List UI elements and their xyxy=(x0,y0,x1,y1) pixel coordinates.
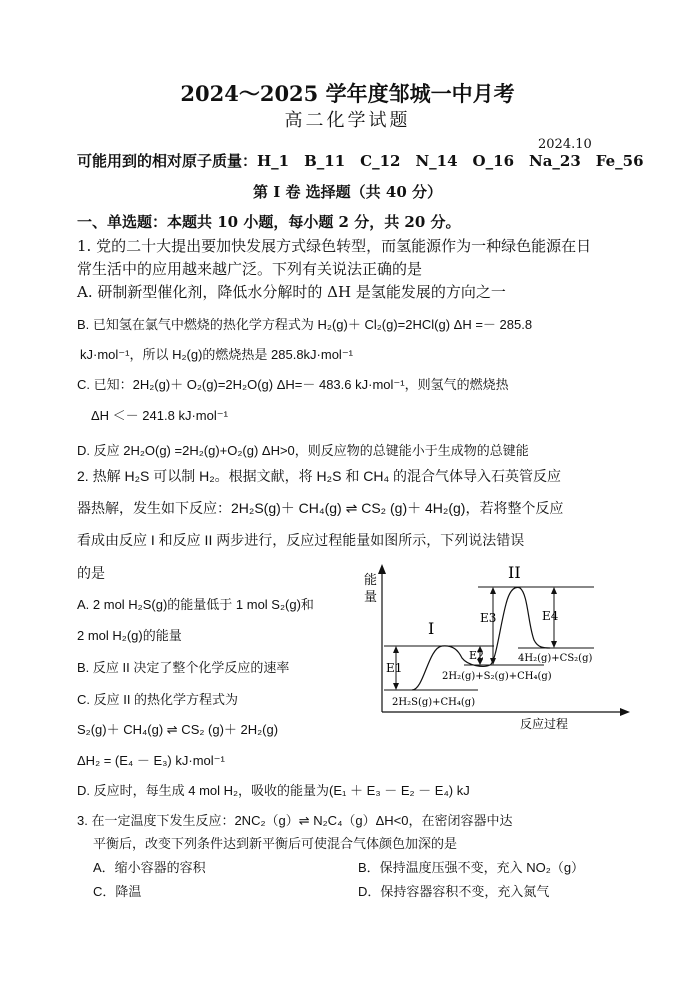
q3-stem-line1: 3. 在一定温度下发生反应：2NC₂（g）⇌ N₂C₄（g）ΔH<0，在密闭容器中达 xyxy=(77,813,513,828)
q1-option-a: A. 研制新型催化剂，降低水分解时的 ΔH 是氢能发展的方向之一 xyxy=(77,283,506,301)
atomic-masses: 可能用到的相对原子质量：H_1 B_11 C_12 N_14 O_16 Na_23 Fe_56 xyxy=(77,152,644,170)
section-title: 第 I 卷 选择题（共 40 分） xyxy=(252,183,442,201)
q2-option-a-line2: 2 mol H₂(g)的能量 xyxy=(77,628,182,643)
q1-option-b-line2: kJ·mol⁻¹，所以 H₂(g)的燃烧热是 285.8kJ·mol⁻¹ xyxy=(80,347,354,362)
x-axis-label: 反应过程 xyxy=(520,717,569,731)
q3-option-b: B．保持温度压强不变，充入 NO₂（g） xyxy=(358,860,585,875)
q2-stem-line1: 2. 热解 H₂S 可以制 H₂。根据文献，将 H₂S 和 CH₄ 的混合气体导入石英管反应 xyxy=(77,468,562,484)
q1-option-d: D. 反应 2H₂O(g) =2H₂(g)+O₂(g) ΔH>0，则反应物的总键能小于生成物的总键能 xyxy=(77,443,529,458)
energy-diagram xyxy=(358,562,630,738)
exam-subtitle: 高二化学试题 xyxy=(284,110,411,131)
x-axis-arrow xyxy=(620,708,630,716)
e2-label: E2 xyxy=(469,649,485,662)
q2-option-b: B. 反应 II 决定了整个化学反应的速率 xyxy=(77,660,290,675)
reaction-II-label: II xyxy=(508,563,521,582)
q2-option-c-line1: C. 反应 II 的热化学方程式为 xyxy=(77,692,239,707)
q3-option-d: D．保持容器容积不变，充入氮气 xyxy=(358,884,550,899)
reaction-I-label: I xyxy=(428,619,435,638)
q2-option-c-line2: S₂(g)＋ CH₄(g) ⇌ CS₂ (g)＋ 2H₂(g) xyxy=(77,722,279,737)
q1-stem-line1: 1. 党的二十大提出要加快发展方式绿色转型，而氢能源作为一种绿色能源在日 xyxy=(77,237,592,255)
q2-stem-line3: 看成由反应 I 和反应 II 两步进行，反应过程能量如图所示，下列说法错误 xyxy=(77,532,525,548)
y-axis-label-1: 能 xyxy=(364,573,378,588)
level-mid-label: 2H₂(g)+S₂(g)+CH₄(g) xyxy=(442,671,552,682)
q2-option-a-line1: A. 2 mol H₂S(g)的能量低于 1 mol S₂(g)和 xyxy=(77,597,314,612)
q3-option-a: A．缩小容器的容积 xyxy=(93,860,206,875)
e3-label: E3 xyxy=(480,611,497,625)
q3-stem-line2: 平衡后，改变下列条件达到新平衡后可使混合气体颜色加深的是 xyxy=(93,836,458,851)
y-axis-arrow xyxy=(378,564,386,574)
q1-stem-line2: 常生活中的应用越来越广泛。下列有关说法正确的是 xyxy=(77,260,423,278)
exam-date: 2024.10 xyxy=(538,137,592,152)
level-low-label: 2H₂S(g)+CH₄(g) xyxy=(392,697,476,708)
y-axis-label-2: 量 xyxy=(364,590,378,605)
q2-stem-line4: 的是 xyxy=(77,565,105,581)
q1-option-c-line1: C. 已知：2H₂(g)＋ O₂(g)=2H₂O(g) ΔH=－ 483.6 kJ·mol⁻¹，则氢气的燃烧热 xyxy=(77,377,509,392)
q2-stem-line2: 器热解，发生如下反应：2H₂S(g)＋ CH₄(g) ⇌ CS₂ (g)＋ 4H₂(g)，若将整个反应 xyxy=(77,500,564,516)
q3-option-c: C．降温 xyxy=(93,884,142,899)
e1-label: E1 xyxy=(386,661,403,675)
part-heading: 一、单选题：本题共 10 小题，每小题 2 分，共 20 分。 xyxy=(77,213,461,231)
q2-option-c-line3: ΔH₂ = (E₄ － E₃) kJ·mol⁻¹ xyxy=(77,753,225,768)
e4-label: E4 xyxy=(542,609,559,623)
level-high-label: 4H₂(g)+CS₂(g) xyxy=(518,653,593,664)
q2-option-d: D. 反应时，每生成 4 mol H₂，吸收的能量为(E₁ ＋ E₃ － E₂ － E₄) kJ xyxy=(77,783,470,798)
q1-option-c-line2: ΔH ＜－ 241.8 kJ·mol⁻¹ xyxy=(91,408,228,423)
q1-option-b-line1: B. 已知氢在氯气中燃烧的热化学方程式为 H₂(g)＋ Cl₂(g)=2HCl(g) ΔH =－ 285.8 xyxy=(77,317,533,332)
exam-title: 2024～2025 学年度邹城一中月考 xyxy=(180,81,515,106)
